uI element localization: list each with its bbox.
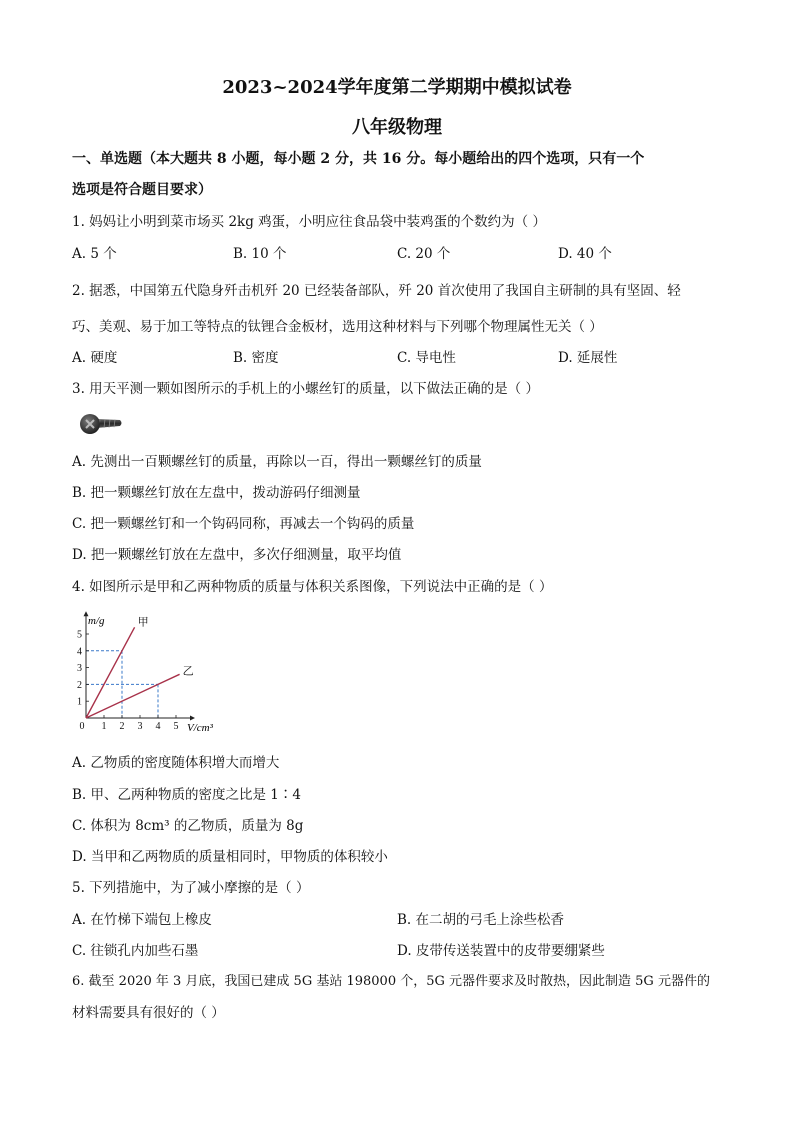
y-tick-label: 5 [77,629,82,641]
question-5-stem: 5. 下列措施中，为了减小摩擦的是（ ） [72,880,310,896]
q4-option-d: D. 当甲和乙两物质的质量相同时，甲物质的体积较小 [72,849,388,865]
q2-option-d: D. 延展性 [558,350,618,366]
page-subtitle: 八年级物理 [352,117,442,138]
q3-option-c: C. 把一颗螺丝钉和一个钩码同称，再减去一个钩码的质量 [72,516,415,532]
q3-option-b: B. 把一颗螺丝钉放在左盘中，拨动游码仔细测量 [72,485,361,501]
page-title: 2023~2024学年度第二学期期中模拟试卷 [222,77,572,98]
question-3-stem: 3. 用天平测一颗如图所示的手机上的小螺丝钉的质量，以下做法正确的是（ ） [72,381,539,397]
q1-option-d: D. 40 个 [558,246,612,262]
series-label: 甲 [137,616,149,629]
x-tick-label: 5 [173,721,179,732]
question-6-stem-cont: 材料需要具有很好的（ ） [72,1005,225,1021]
q1-option-b: B. 10 个 [233,246,287,262]
q1-option-a: A. 5 个 [72,246,117,262]
y-tick-label: 2 [77,679,82,691]
question-2-stem-cont: 巧、美观、易于加工等特点的钛锂合金板材，选用这种材料与下列哪个物理属性无关（ ） [72,319,603,335]
q4-option-a: A. 乙物质的密度随体积增大而增大 [72,755,280,771]
q3-option-d: D. 把一颗螺丝钉放在左盘中，多次仔细测量，取平均值 [72,547,402,563]
x-tick-label: 1 [101,721,107,732]
mass-volume-chart [72,608,232,738]
series-line-yi [86,674,180,718]
question-2-stem: 2. 据悉，中国第五代隐身歼击机歼 20 已经装备部队，歼 20 首次使用了我国自主研制的具有坚固、轻 [72,283,681,299]
q3-option-a: A. 先测出一百颗螺丝钉的质量，再除以一百，得出一颗螺丝钉的质量 [72,454,482,470]
x-axis-arrow [190,716,195,721]
x-tick-label: 2 [119,721,125,732]
q2-option-c: C. 导电性 [397,350,456,366]
question-4-stem: 4. 如图所示是甲和乙两种物质的质量与体积关系图像，下列说法中正确的是（ ） [72,579,553,595]
q5-option-d: D. 皮带传送装置中的皮带要绷紧些 [397,943,605,959]
section-heading: 一、单选题（本大题共 8 小题，每小题 2 分，共 16 分。每小题给出的四个选项，只有一个 [72,151,645,167]
q4-option-c: C. 体积为 8cm³ 的乙物质，质量为 8g [72,818,304,834]
section-heading-cont: 选项是符合题目要求） [72,182,212,198]
question-1-stem: 1. 妈妈让小明到菜市场买 2kg 鸡蛋，小明应往食品袋中装鸡蛋的个数约为（ ） [72,214,546,230]
q2-option-a: A. 硬度 [72,350,118,366]
y-tick-label: 3 [77,663,82,675]
q2-option-b: B. 密度 [233,350,279,366]
series-label: 乙 [182,665,194,678]
screw-image [78,410,124,438]
y-tick-label: 1 [77,696,82,708]
q5-option-a: A. 在竹梯下端包上橡皮 [72,912,212,928]
q1-option-c: C. 20 个 [397,246,451,262]
y-axis-label: m/g [88,615,105,627]
x-axis-label: V/cm³ [187,722,213,734]
x-tick-label: 0 [79,721,85,732]
q5-option-c: C. 往锁孔内加些石墨 [72,943,199,959]
q4-option-b: B. 甲、乙两种物质的密度之比是 1∶4 [72,787,301,803]
question-6-stem: 6. 截至 2020 年 3 月底，我国已建成 5G 基站 198000 个，5G 元器件要求及时散热，因此制造 5G 元器件的 [72,974,710,989]
y-tick-label: 4 [77,646,82,658]
x-tick-label: 3 [137,721,143,732]
series-line-jia [86,627,135,718]
x-tick-label: 4 [155,721,161,732]
q5-option-b: B. 在二胡的弓毛上涂些松香 [397,912,565,928]
